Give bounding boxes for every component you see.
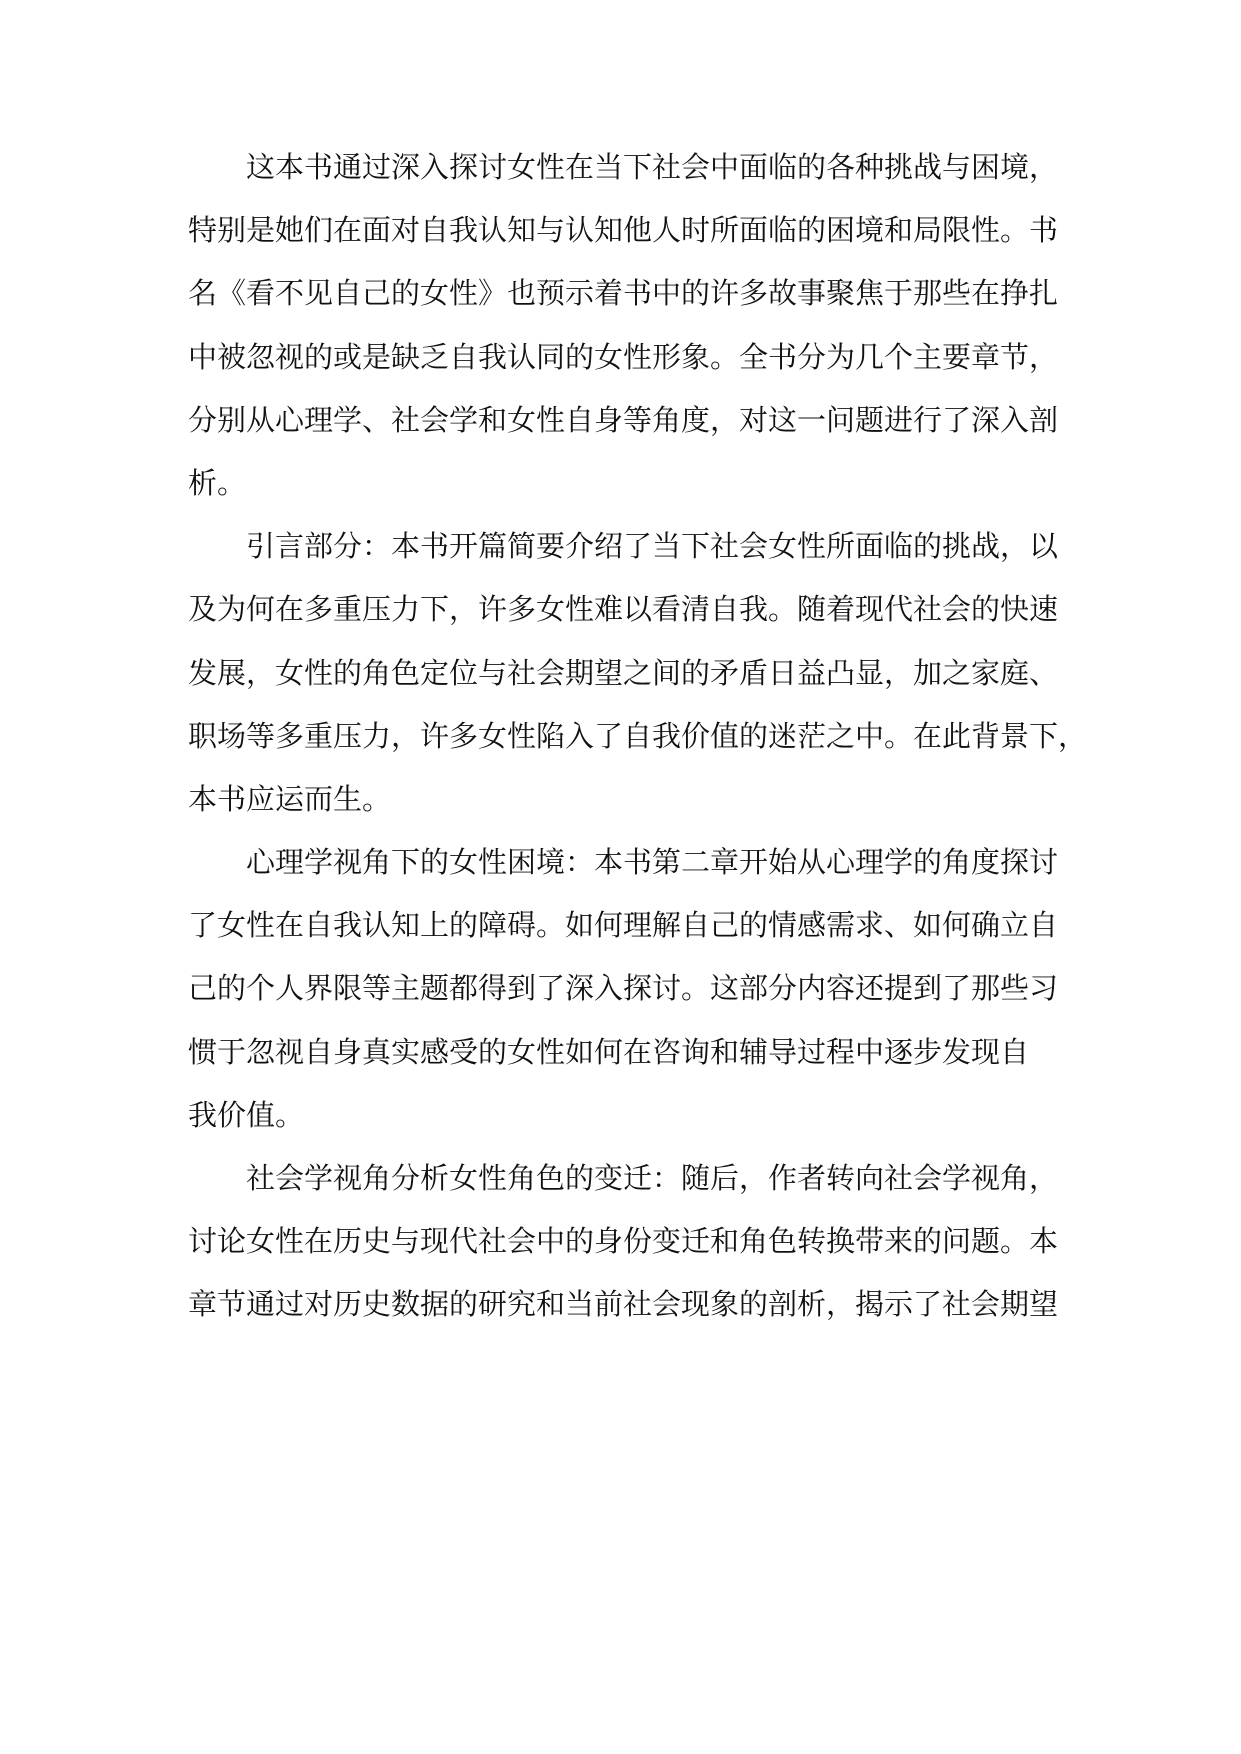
paragraph-line: 发展，女性的角色定位与社会期望之间的矛盾日益凸显，加之家庭、 bbox=[188, 655, 1059, 690]
paragraph-line: 名《看不见自己的女性》也预示着书中的许多故事聚焦于那些在挣扎 bbox=[188, 276, 1059, 311]
paragraph-line: 章节通过对历史数据的研究和当前社会现象的剖析，揭示了社会期望 bbox=[188, 1287, 1059, 1322]
paragraph-line: 本书应运而生。 bbox=[188, 781, 392, 816]
paragraph-line: 我价值。 bbox=[188, 1097, 305, 1132]
paragraph-line: 这本书通过深入探讨女性在当下社会中面临的各种挑战与困境， bbox=[246, 150, 1059, 184]
paragraph-line: 析。 bbox=[188, 465, 247, 500]
paragraph-line: 中被忽视的或是缺乏自我认同的女性形象。全书分为几个主要章节， bbox=[188, 339, 1059, 374]
body-text bbox=[188, 136, 1088, 1337]
paragraph-line: 职场等多重压力，许多女性陷入了自我价值的迷茫之中。在此背景下， bbox=[188, 718, 1088, 753]
paragraph-line: 心理学视角下的女性困境：本书第二章开始从心理学的角度探讨 bbox=[246, 845, 1059, 880]
paragraph-line: 引言部分：本书开篇简要介绍了当下社会女性所面临的挑战，以 bbox=[246, 529, 1059, 564]
paragraph-line: 讨论女性在历史与现代社会中的身份变迁和角色转换带来的问题。本 bbox=[188, 1224, 1059, 1259]
paragraph-line: 分别从心理学、社会学和女性自身等角度，对这一问题进行了深入剖 bbox=[188, 402, 1059, 437]
paragraph-line: 了女性在自我认知上的障碍。如何理解自己的情感需求、如何确立自 bbox=[188, 908, 1059, 943]
paragraph-line: 特别是她们在面对自我认知与认知他人时所面临的困境和局限性。书 bbox=[188, 213, 1059, 248]
paragraph-line: 惯于忽视自身真实感受的女性如何在咨询和辅导过程中逐步发现自 bbox=[188, 1034, 1030, 1069]
paragraph-line: 社会学视角分析女性角色的变迁：随后，作者转向社会学视角， bbox=[246, 1161, 1059, 1195]
paragraph-line: 己的个人界限等主题都得到了深入探讨。这部分内容还提到了那些习 bbox=[188, 971, 1059, 1006]
paragraph-line: 及为何在多重压力下，许多女性难以看清自我。随着现代社会的快速 bbox=[188, 592, 1059, 627]
